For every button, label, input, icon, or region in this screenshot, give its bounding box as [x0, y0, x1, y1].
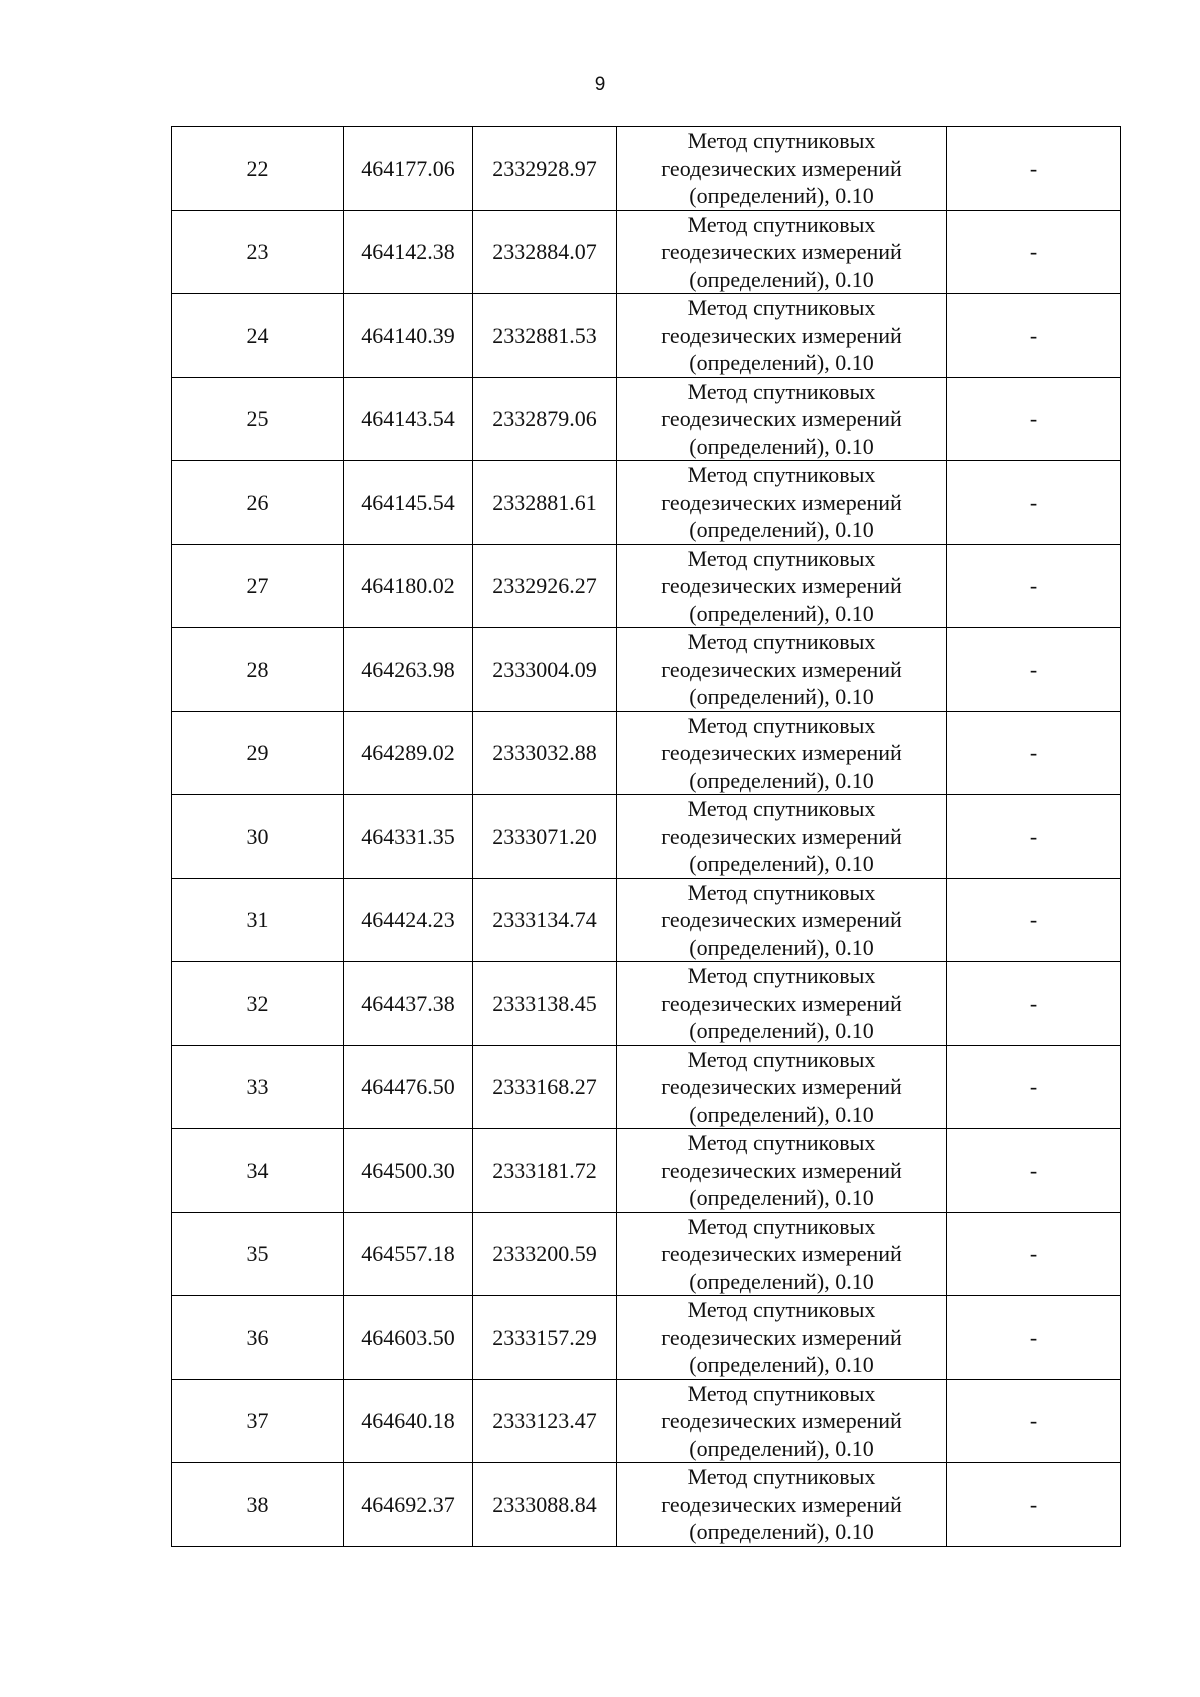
method-accuracy-cell: [617, 1379, 947, 1463]
method-line: (определений), 0.10: [689, 684, 874, 709]
method-line: Метод спутниковых: [687, 295, 876, 320]
method-line: (определений), 0.10: [689, 517, 874, 542]
method-line: (определений), 0.10: [689, 266, 874, 292]
coordinates-table-body: [172, 127, 1121, 1547]
point-number-cell: 32: [172, 962, 344, 1046]
method-accuracy-cell: [617, 294, 947, 378]
method-line: Метод спутниковых: [687, 712, 876, 738]
method-line: Метод спутниковых: [687, 1297, 876, 1322]
point-number-cell: 24: [172, 294, 344, 378]
method-line: (определений), 0.10: [689, 1101, 874, 1127]
method-line: геодезических измерений: [661, 1491, 902, 1517]
x-coordinate-cell: 464557.18: [344, 1212, 473, 1296]
method-line: геодезических измерений: [661, 155, 902, 181]
note-cell: -: [947, 1463, 1121, 1547]
note-cell: -: [947, 628, 1121, 712]
method-line: Метод спутниковых: [687, 462, 876, 487]
point-number-cell: 34: [172, 1129, 344, 1213]
method-line: геодезических измерений: [661, 990, 902, 1016]
point-number-cell: 26: [172, 461, 344, 545]
table-row: [172, 127, 1121, 211]
method-accuracy-cell: [617, 1296, 947, 1380]
y-coordinate-cell: 2332879.06: [473, 377, 617, 461]
y-coordinate-cell: 2333168.27: [473, 1045, 617, 1129]
method-accuracy-cell: [617, 210, 947, 294]
x-coordinate-cell: 464437.38: [344, 962, 473, 1046]
x-coordinate-cell: 464603.50: [344, 1296, 473, 1380]
point-number-cell: 22: [172, 127, 344, 211]
method-accuracy-cell: [617, 127, 947, 211]
method-line: геодезических измерений: [661, 239, 902, 264]
method-line: (определений), 0.10: [689, 1519, 874, 1544]
note-cell: -: [947, 544, 1121, 628]
method-line: геодезических измерений: [661, 573, 902, 598]
x-coordinate-cell: 464180.02: [344, 544, 473, 628]
point-number-cell: 25: [172, 377, 344, 461]
y-coordinate-cell: 2333138.45: [473, 962, 617, 1046]
method-line: геодезических измерений: [661, 406, 902, 431]
y-coordinate-cell: 2332928.97: [473, 127, 617, 211]
method-line: Метод спутниковых: [687, 796, 876, 821]
method-line: геодезических измерений: [661, 656, 902, 682]
table-row: [172, 210, 1121, 294]
x-coordinate-cell: 464289.02: [344, 711, 473, 795]
method-line: Метод спутниковых: [687, 963, 876, 988]
table-row: [172, 962, 1121, 1046]
y-coordinate-cell: 2333071.20: [473, 795, 617, 879]
table-row: [172, 1129, 1121, 1213]
method-line: (определений), 0.10: [689, 1268, 874, 1294]
method-accuracy-cell: [617, 962, 947, 1046]
x-coordinate-cell: 464331.35: [344, 795, 473, 879]
method-line: геодезических измерений: [661, 489, 902, 515]
method-accuracy-cell: [617, 544, 947, 628]
note-cell: -: [947, 377, 1121, 461]
table-row: [172, 795, 1121, 879]
method-line: (определений), 0.10: [689, 1018, 874, 1043]
method-line: Метод спутниковых: [687, 545, 876, 571]
method-line: геодезических измерений: [661, 823, 902, 849]
method-line: Метод спутниковых: [687, 211, 876, 237]
y-coordinate-cell: 2333004.09: [473, 628, 617, 712]
point-number-cell: 27: [172, 544, 344, 628]
note-cell: -: [947, 210, 1121, 294]
x-coordinate-cell: 464177.06: [344, 127, 473, 211]
page-number: 9: [594, 74, 606, 95]
method-line: геодезических измерений: [661, 322, 902, 348]
method-accuracy-cell: [617, 795, 947, 879]
method-line: Метод спутниковых: [687, 378, 876, 404]
x-coordinate-cell: 464140.39: [344, 294, 473, 378]
method-line: Метод спутниковых: [687, 1380, 876, 1406]
note-cell: -: [947, 878, 1121, 962]
method-line: геодезических измерений: [661, 1157, 902, 1183]
coordinates-table: [171, 126, 1121, 1547]
method-line: Метод спутниковых: [687, 629, 876, 654]
x-coordinate-cell: 464500.30: [344, 1129, 473, 1213]
table-row: [172, 1045, 1121, 1129]
y-coordinate-cell: 2333088.84: [473, 1463, 617, 1547]
x-coordinate-cell: 464692.37: [344, 1463, 473, 1547]
method-line: (определений), 0.10: [689, 350, 874, 375]
point-number-cell: 37: [172, 1379, 344, 1463]
method-line: (определений), 0.10: [689, 1185, 874, 1210]
method-accuracy-cell: [617, 377, 947, 461]
method-line: (определений), 0.10: [689, 1352, 874, 1377]
note-cell: -: [947, 1129, 1121, 1213]
point-number-cell: 31: [172, 878, 344, 962]
method-line: геодезических измерений: [661, 1241, 902, 1266]
point-number-cell: 30: [172, 795, 344, 879]
method-line: (определений), 0.10: [689, 934, 874, 960]
method-line: Метод спутниковых: [687, 128, 876, 153]
y-coordinate-cell: 2333181.72: [473, 1129, 617, 1213]
method-accuracy-cell: [617, 1212, 947, 1296]
method-line: геодезических измерений: [661, 1408, 902, 1433]
note-cell: -: [947, 294, 1121, 378]
point-number-cell: 38: [172, 1463, 344, 1547]
method-line: (определений), 0.10: [689, 433, 874, 459]
method-line: Метод спутниковых: [687, 1464, 876, 1489]
y-coordinate-cell: 2333134.74: [473, 878, 617, 962]
x-coordinate-cell: 464476.50: [344, 1045, 473, 1129]
x-coordinate-cell: 464424.23: [344, 878, 473, 962]
table-row: [172, 1379, 1121, 1463]
x-coordinate-cell: 464143.54: [344, 377, 473, 461]
method-line: геодезических измерений: [661, 740, 902, 765]
table-row: [172, 294, 1121, 378]
method-line: геодезических измерений: [661, 1074, 902, 1099]
table-row: [172, 628, 1121, 712]
y-coordinate-cell: 2332884.07: [473, 210, 617, 294]
table-row: [172, 878, 1121, 962]
note-cell: -: [947, 1045, 1121, 1129]
method-line: геодезических измерений: [661, 1324, 902, 1350]
method-accuracy-cell: [617, 1129, 947, 1213]
method-line: Метод спутниковых: [687, 879, 876, 905]
point-number-cell: 23: [172, 210, 344, 294]
method-accuracy-cell: [617, 461, 947, 545]
y-coordinate-cell: 2333157.29: [473, 1296, 617, 1380]
y-coordinate-cell: 2333032.88: [473, 711, 617, 795]
method-line: Метод спутниковых: [687, 1130, 876, 1155]
table-row: [172, 544, 1121, 628]
note-cell: -: [947, 795, 1121, 879]
method-line: (определений), 0.10: [689, 183, 874, 208]
note-cell: -: [947, 711, 1121, 795]
note-cell: -: [947, 461, 1121, 545]
method-line: Метод спутниковых: [687, 1213, 876, 1239]
point-number-cell: 33: [172, 1045, 344, 1129]
method-accuracy-cell: [617, 628, 947, 712]
note-cell: -: [947, 1212, 1121, 1296]
point-number-cell: 36: [172, 1296, 344, 1380]
y-coordinate-cell: 2332881.53: [473, 294, 617, 378]
table-row: [172, 461, 1121, 545]
y-coordinate-cell: 2333123.47: [473, 1379, 617, 1463]
x-coordinate-cell: 464263.98: [344, 628, 473, 712]
table-row: [172, 1212, 1121, 1296]
method-accuracy-cell: [617, 1045, 947, 1129]
method-line: Метод спутниковых: [687, 1046, 876, 1072]
method-accuracy-cell: [617, 1463, 947, 1547]
table-row: [172, 1463, 1121, 1547]
note-cell: -: [947, 962, 1121, 1046]
table-row: [172, 377, 1121, 461]
table-row: [172, 711, 1121, 795]
x-coordinate-cell: 464142.38: [344, 210, 473, 294]
point-number-cell: 29: [172, 711, 344, 795]
method-line: (определений), 0.10: [689, 767, 874, 793]
point-number-cell: 28: [172, 628, 344, 712]
y-coordinate-cell: 2332881.61: [473, 461, 617, 545]
method-accuracy-cell: [617, 878, 947, 962]
note-cell: -: [947, 1379, 1121, 1463]
x-coordinate-cell: 464640.18: [344, 1379, 473, 1463]
table-row: [172, 1296, 1121, 1380]
point-number-cell: 35: [172, 1212, 344, 1296]
y-coordinate-cell: 2332926.27: [473, 544, 617, 628]
method-line: (определений), 0.10: [689, 851, 874, 876]
method-line: (определений), 0.10: [689, 1435, 874, 1461]
note-cell: -: [947, 127, 1121, 211]
y-coordinate-cell: 2333200.59: [473, 1212, 617, 1296]
method-line: геодезических измерений: [661, 907, 902, 932]
method-accuracy-cell: [617, 711, 947, 795]
method-line: (определений), 0.10: [689, 600, 874, 626]
note-cell: -: [947, 1296, 1121, 1380]
x-coordinate-cell: 464145.54: [344, 461, 473, 545]
